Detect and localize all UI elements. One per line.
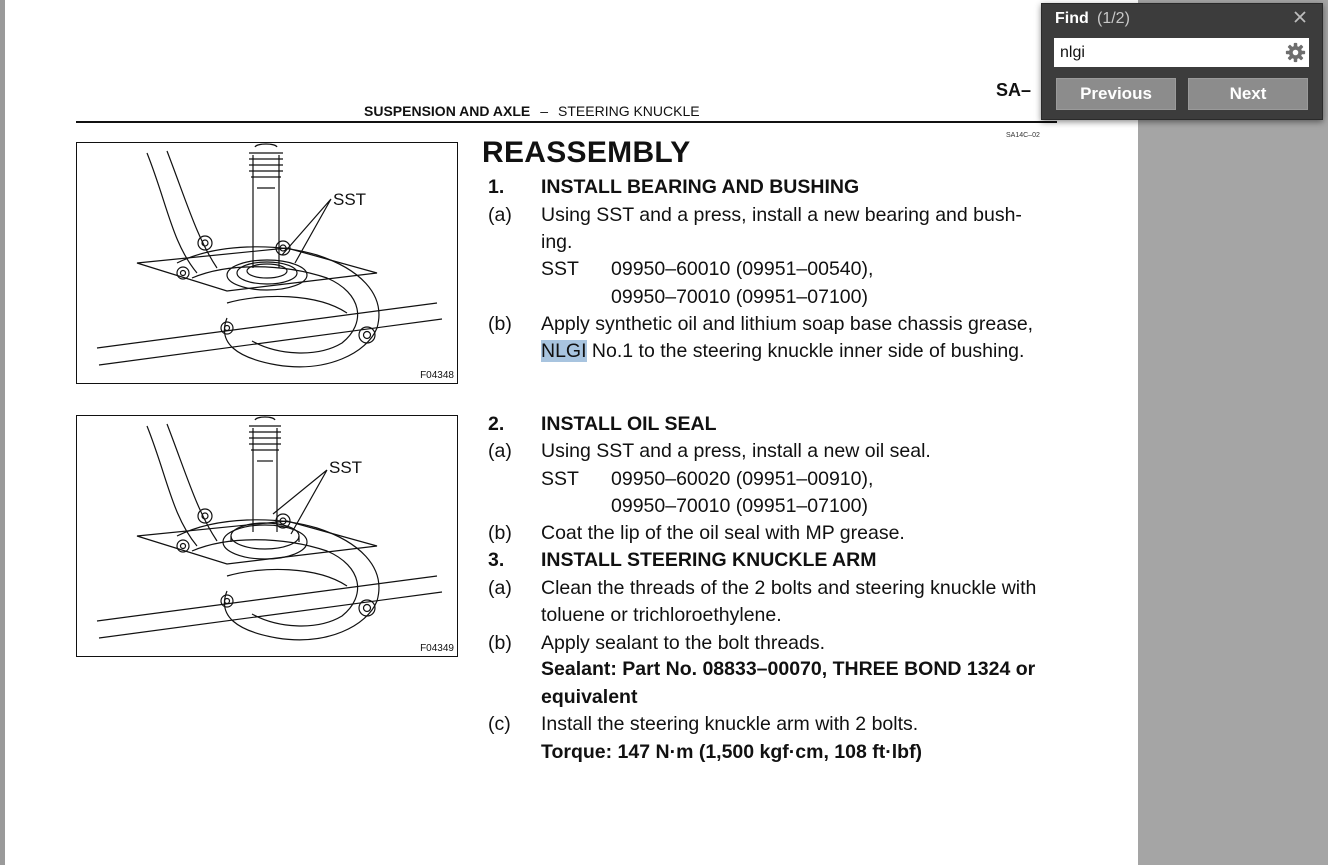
figure-2-sst-label: SST	[329, 458, 363, 477]
step-3-heading: INSTALL STEERING KNUCKLE ARM	[541, 549, 877, 571]
step-2b-label: (b)	[488, 522, 512, 544]
step-2a-label: (a)	[488, 440, 512, 462]
page-header	[364, 103, 700, 119]
figure-2-drawing	[77, 416, 457, 656]
find-match-count: (1/2)	[1097, 10, 1130, 27]
step-3b-text: Apply sealant to the bolt threads.	[541, 632, 826, 654]
step-1-number: 1.	[488, 176, 505, 198]
find-input[interactable]	[1054, 38, 1282, 67]
gear-icon[interactable]	[1285, 42, 1306, 63]
step-3-number: 3.	[488, 549, 505, 571]
find-previous-button[interactable]: Previous	[1056, 78, 1176, 110]
figure-2-code: F04349	[420, 643, 454, 654]
step-3c-text: Install the steering knuckle arm with 2 bolts.	[541, 713, 919, 735]
header-section: SUSPENSION AND AXLE	[364, 103, 531, 119]
step-3a-label: (a)	[488, 577, 512, 599]
find-next-button[interactable]: Next	[1188, 78, 1308, 110]
viewer-background	[1138, 0, 1328, 865]
step-3c-torque: Torque: 147 N·m (1,500 kgf·cm, 108 ft·lbf)	[541, 741, 923, 763]
step-1a-sst-number-1: 09950–60010 (09951–00540),	[611, 258, 874, 280]
step-1b-text: Apply synthetic oil and lithium soap base chassis grease,	[541, 313, 1034, 335]
find-input-box	[1054, 38, 1309, 67]
page-title: REASSEMBLY	[482, 136, 691, 169]
search-highlight: NLGI	[541, 340, 587, 362]
step-3c-label: (c)	[488, 713, 511, 735]
step-3a-text-cont: toluene or trichloroethylene.	[541, 604, 782, 626]
header-rule	[76, 121, 1057, 123]
step-1b-text-cont	[541, 339, 1024, 363]
step-1-heading: INSTALL BEARING AND BUSHING	[541, 176, 860, 198]
step-2a-sst-number-1: 09950–60020 (09951–00910),	[611, 468, 874, 490]
step-2-heading: INSTALL OIL SEAL	[541, 413, 717, 435]
figure-bearing-install	[76, 142, 458, 384]
step-2b-text: Coat the lip of the oil seal with MP grease.	[541, 522, 905, 544]
step-3b-label: (b)	[488, 632, 512, 654]
step-1a-text-cont: ing.	[541, 231, 573, 253]
close-icon[interactable]	[1291, 8, 1309, 26]
step-2a-text: Using SST and a press, install a new oil seal.	[541, 440, 931, 462]
step-1a-label: (a)	[488, 204, 512, 226]
page-number: SA–	[996, 80, 1032, 100]
figure-1-sst-label: SST	[333, 190, 367, 209]
find-panel	[1041, 3, 1323, 120]
step-1a-text: Using SST and a press, install a new bearing and bush-	[541, 204, 1022, 226]
find-title: Find	[1055, 10, 1089, 27]
section-code: SA14C–02	[1006, 132, 1040, 139]
figure-1-drawing	[77, 143, 457, 383]
step-3b-sealant: Sealant: Part No. 08833–00070, THREE BOND 1324 or	[541, 658, 1036, 680]
step-3a-text: Clean the threads of the 2 bolts and steering knuckle with	[541, 577, 1037, 599]
step-1b-text-rest: No.1 to the steering knuckle inner side of bushing.	[586, 340, 1025, 362]
step-3b-sealant-cont: equivalent	[541, 686, 638, 708]
header-dash: –	[540, 103, 549, 119]
step-2a-sst-number-2: 09950–70010 (09951–07100)	[611, 495, 868, 517]
header-subsection: STEERING KNUCKLE	[558, 103, 700, 119]
step-1a-sst-number-2: 09950–70010 (09951–07100)	[611, 286, 868, 308]
step-2a-sst-label: SST	[541, 468, 579, 490]
step-1a-sst-label: SST	[541, 258, 579, 280]
figure-oil-seal-install	[76, 415, 458, 657]
step-2-number: 2.	[488, 413, 505, 435]
step-1b-label: (b)	[488, 313, 512, 335]
figure-1-code: F04348	[420, 370, 454, 381]
